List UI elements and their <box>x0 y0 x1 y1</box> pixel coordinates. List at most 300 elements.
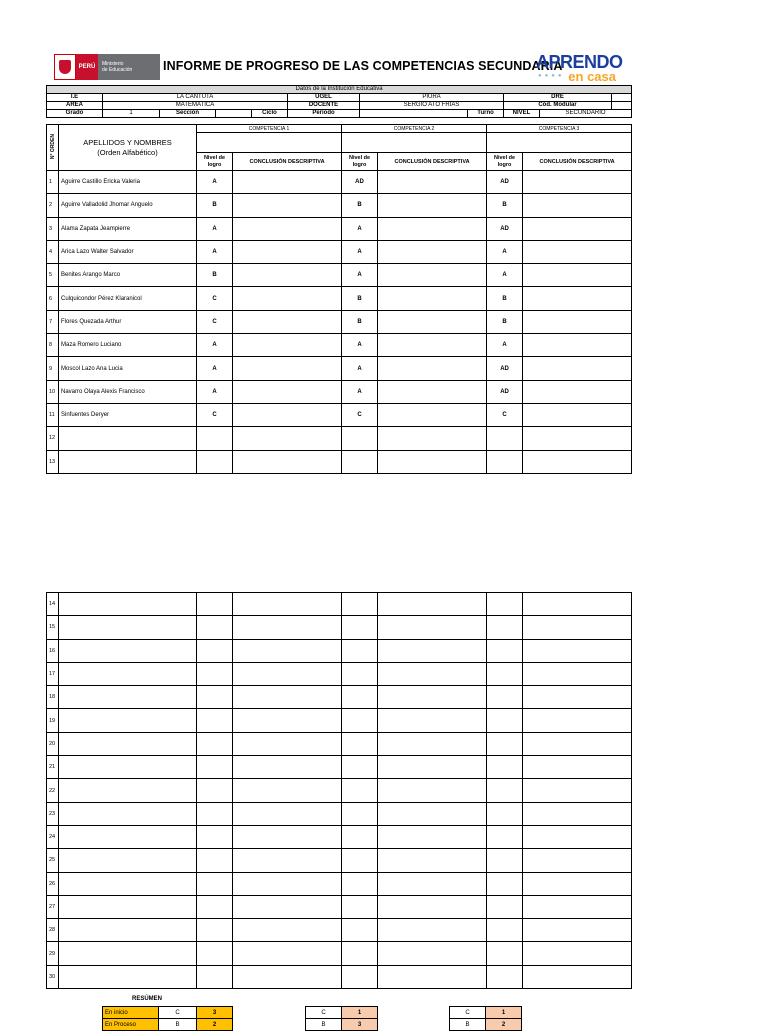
competencia-1-conclusion <box>233 427 342 450</box>
competencia-2-conclusion <box>378 357 487 380</box>
conclusion-cell <box>523 895 632 918</box>
nivel-value: SECUNDARIO <box>540 110 632 118</box>
competencia-3-level <box>487 450 523 473</box>
competencia-1-level: A <box>197 171 233 194</box>
table-row <box>47 872 632 895</box>
competencia-3-conclusion <box>523 264 632 287</box>
resumen-code: C <box>450 1007 486 1019</box>
conclusion-header: CONCLUSIÓN DESCRIPTIVA <box>233 153 342 171</box>
row-number: 13 <box>47 450 59 473</box>
resumen-value: 1 <box>486 1007 522 1019</box>
seccion-value <box>216 110 252 118</box>
row-number: 19 <box>47 709 59 732</box>
institution-info-table: Datos de la Institución Educativa I.E LA CANTUTA UGEL PIURA DRE ÁREA MATEMATICA DOCENTE SERGIO ATO FRIAS Cód. Modular Grado 1 Sección Ciclo Periodo Turno NIVEL SECUNDARIO <box>46 85 632 118</box>
table-row <box>47 427 632 450</box>
conclusion-cell <box>378 639 487 662</box>
competencia-3-conclusion <box>523 357 632 380</box>
resumen-code: B <box>306 1019 342 1031</box>
table-row <box>47 357 632 380</box>
conclusion-cell <box>233 756 342 779</box>
competencia-3-level: B <box>487 310 523 333</box>
resumen-code: B <box>159 1019 197 1031</box>
row-number: 23 <box>47 802 59 825</box>
conclusion-header: CONCLUSIÓN DESCRIPTIVA <box>523 153 632 171</box>
row-number: 22 <box>47 779 59 802</box>
table-row <box>47 310 632 333</box>
competencia-2-level <box>342 450 378 473</box>
gov-country-label: PERÚ <box>76 54 98 80</box>
resumen-table-2 <box>305 1006 378 1031</box>
competencia-2-conclusion <box>378 217 487 240</box>
conclusion-cell <box>378 686 487 709</box>
periodo-value <box>360 110 468 118</box>
student-name: Flores Quezada Arthur <box>59 310 197 333</box>
competencia-3-conclusion <box>523 287 632 310</box>
level-cell <box>487 919 523 942</box>
student-name <box>59 872 197 895</box>
competencia-3-conclusion <box>523 450 632 473</box>
level-cell <box>342 802 378 825</box>
conclusion-cell <box>523 849 632 872</box>
competencia-3-level: B <box>487 287 523 310</box>
grado-value: 1 <box>103 110 160 118</box>
conclusion-cell <box>233 686 342 709</box>
level-cell <box>342 965 378 988</box>
competencia-1-level: A <box>197 357 233 380</box>
conclusion-cell <box>233 895 342 918</box>
level-cell <box>487 872 523 895</box>
level-cell <box>487 593 523 616</box>
competencia-2-conclusion <box>378 240 487 263</box>
conclusion-header: CONCLUSIÓN DESCRIPTIVA <box>378 153 487 171</box>
competencia-2-level: A <box>342 240 378 263</box>
student-name: Moscol Lazo Ana Lucia <box>59 357 197 380</box>
conclusion-cell <box>378 779 487 802</box>
dots-icon: ●●●● <box>538 73 565 79</box>
table-row <box>47 616 632 639</box>
level-cell <box>487 779 523 802</box>
level-cell <box>342 732 378 755</box>
level-cell <box>342 825 378 848</box>
conclusion-cell <box>378 593 487 616</box>
competencia-3-header: COMPETENCIA 3 <box>487 125 632 133</box>
resumen-value: 1 <box>342 1007 378 1019</box>
table-row <box>47 171 632 194</box>
competencia-2-level: B <box>342 310 378 333</box>
level-cell <box>487 849 523 872</box>
conclusion-cell <box>233 639 342 662</box>
conclusion-cell <box>378 825 487 848</box>
student-name <box>59 686 197 709</box>
conclusion-cell <box>523 593 632 616</box>
level-cell <box>487 825 523 848</box>
area-value: MATEMATICA <box>103 102 288 110</box>
competencia-2-level: C <box>342 403 378 426</box>
row-number: 29 <box>47 942 59 965</box>
student-name <box>59 942 197 965</box>
table-row <box>47 895 632 918</box>
info-section-title: Datos de la Institución Educativa <box>47 86 632 94</box>
competencia-3-conclusion <box>523 380 632 403</box>
student-name <box>59 593 197 616</box>
level-cell <box>197 919 233 942</box>
table-row <box>47 450 632 473</box>
level-cell <box>197 825 233 848</box>
resumen-row <box>103 1019 233 1031</box>
table-row <box>47 264 632 287</box>
table-row <box>47 849 632 872</box>
resumen-code: C <box>159 1007 197 1019</box>
level-cell <box>342 639 378 662</box>
resumen-label: En inicio <box>103 1007 159 1019</box>
resumen-code: B <box>450 1019 486 1031</box>
conclusion-cell <box>233 662 342 685</box>
conclusion-cell <box>378 732 487 755</box>
order-number-header: N° ORDEN <box>47 125 59 171</box>
conclusion-cell <box>233 802 342 825</box>
level-cell <box>487 639 523 662</box>
resumen-row <box>450 1007 522 1019</box>
row-number: 25 <box>47 849 59 872</box>
table-row <box>47 709 632 732</box>
conclusion-cell <box>233 616 342 639</box>
competencia-1-conclusion <box>233 194 342 217</box>
level-cell <box>342 709 378 732</box>
competencia-2-level: A <box>342 357 378 380</box>
table-row <box>47 919 632 942</box>
competencia-3-conclusion <box>523 194 632 217</box>
page-title: INFORME DE PROGRESO DE LAS COMPETENCIAS SECUNDARIA <box>163 59 563 73</box>
conclusion-cell <box>378 662 487 685</box>
resumen-label: En Proceso <box>103 1019 159 1031</box>
level-cell <box>342 849 378 872</box>
competencia-1-conclusion <box>233 403 342 426</box>
student-name: Benites Arango Marco <box>59 264 197 287</box>
competencia-2-conclusion <box>378 380 487 403</box>
table-row <box>47 732 632 755</box>
competencia-1-conclusion <box>233 450 342 473</box>
student-name <box>59 919 197 942</box>
student-name <box>59 450 197 473</box>
codmod-value <box>612 102 632 110</box>
level-cell <box>197 662 233 685</box>
conclusion-cell <box>233 942 342 965</box>
row-number: 12 <box>47 427 59 450</box>
student-name: Sinfuentes Deryer <box>59 403 197 426</box>
competencia-2-conclusion <box>378 194 487 217</box>
level-cell <box>487 802 523 825</box>
student-name <box>59 732 197 755</box>
student-name <box>59 639 197 662</box>
competencia-3-level: AD <box>487 171 523 194</box>
level-cell <box>342 872 378 895</box>
level-cell <box>487 662 523 685</box>
table-row <box>47 662 632 685</box>
level-cell <box>197 802 233 825</box>
conclusion-cell <box>523 686 632 709</box>
competencia-1-level: A <box>197 334 233 357</box>
row-number: 4 <box>47 240 59 263</box>
level-cell <box>197 616 233 639</box>
row-number: 24 <box>47 825 59 848</box>
conclusion-cell <box>523 802 632 825</box>
resumen-table-3 <box>449 1006 522 1031</box>
competencia-2-conclusion <box>378 450 487 473</box>
conclusion-cell <box>378 849 487 872</box>
competencia-1-conclusion <box>233 240 342 263</box>
competencia-2-conclusion <box>378 287 487 310</box>
student-name: Maza Romero Luciano <box>59 334 197 357</box>
student-name <box>59 779 197 802</box>
level-cell <box>342 686 378 709</box>
student-name: Aguirre Valladolid Jhomar Anguelo <box>59 194 197 217</box>
student-name <box>59 825 197 848</box>
competencia-1-level: C <box>197 403 233 426</box>
resumen-value: 2 <box>197 1019 233 1031</box>
student-name: Aguirre Castillo Ericka Valeria <box>59 171 197 194</box>
competencia-1-conclusion <box>233 334 342 357</box>
level-cell <box>342 919 378 942</box>
table-row <box>47 686 632 709</box>
resumen-row <box>450 1019 522 1031</box>
student-name <box>59 709 197 732</box>
competencia-1-level: A <box>197 380 233 403</box>
competencia-2-conclusion <box>378 427 487 450</box>
competencia-2-header: COMPETENCIA 2 <box>342 125 487 133</box>
table-row <box>47 965 632 988</box>
peru-shield-icon <box>54 54 76 80</box>
competencia-1-conclusion <box>233 217 342 240</box>
competencia-3-conclusion <box>523 310 632 333</box>
conclusion-cell <box>378 965 487 988</box>
competencia-3-level: C <box>487 403 523 426</box>
conclusion-cell <box>523 919 632 942</box>
level-cell <box>342 662 378 685</box>
conclusion-cell <box>233 919 342 942</box>
row-number: 8 <box>47 334 59 357</box>
conclusion-cell <box>523 965 632 988</box>
row-number: 26 <box>47 872 59 895</box>
competencia-3-conclusion <box>523 240 632 263</box>
level-cell <box>487 709 523 732</box>
student-name: Alama Zapata Jeampierre <box>59 217 197 240</box>
level-cell <box>197 942 233 965</box>
row-number: 10 <box>47 380 59 403</box>
competencia-3-conclusion <box>523 217 632 240</box>
level-cell <box>197 639 233 662</box>
competencia-1-conclusion <box>233 171 342 194</box>
row-number: 11 <box>47 403 59 426</box>
competencia-2-conclusion <box>378 264 487 287</box>
conclusion-cell <box>523 872 632 895</box>
conclusion-cell <box>233 825 342 848</box>
table-row <box>47 802 632 825</box>
conclusion-cell <box>523 709 632 732</box>
table-row <box>47 639 632 662</box>
names-header: APELLIDOS Y NOMBRES (Orden Alfabético) <box>59 125 197 171</box>
competencia-1-conclusion <box>233 287 342 310</box>
row-number: 2 <box>47 194 59 217</box>
resumen-value: 2 <box>486 1019 522 1031</box>
student-name <box>59 756 197 779</box>
level-cell <box>487 942 523 965</box>
resumen-table-1 <box>102 1006 233 1031</box>
competencia-3-level: AD <box>487 217 523 240</box>
row-number: 14 <box>47 593 59 616</box>
competencia-1-level: B <box>197 194 233 217</box>
conclusion-cell <box>378 919 487 942</box>
competencia-3-conclusion <box>523 171 632 194</box>
student-name <box>59 895 197 918</box>
table-row <box>47 403 632 426</box>
level-cell <box>487 686 523 709</box>
table-row <box>47 942 632 965</box>
competencia-1-level <box>197 427 233 450</box>
competencia-2-conclusion <box>378 171 487 194</box>
row-number: 18 <box>47 686 59 709</box>
conclusion-cell <box>378 616 487 639</box>
competencia-3-conclusion <box>523 334 632 357</box>
level-cell <box>197 965 233 988</box>
conclusion-cell <box>378 895 487 918</box>
competencia-1-level: A <box>197 240 233 263</box>
conclusion-cell <box>378 872 487 895</box>
competencia-1-level: B <box>197 264 233 287</box>
level-cell <box>342 942 378 965</box>
competencia-3-conclusion <box>523 403 632 426</box>
ugel-value: PIURA <box>360 94 504 102</box>
competencia-3-level: AD <box>487 357 523 380</box>
resumen-value: 3 <box>342 1019 378 1031</box>
resumen-title: RESÚMEN <box>132 996 163 1002</box>
student-name <box>59 849 197 872</box>
competencia-1-level: A <box>197 217 233 240</box>
student-name <box>59 616 197 639</box>
row-number: 9 <box>47 357 59 380</box>
row-number: 28 <box>47 919 59 942</box>
competencia-1-level: C <box>197 287 233 310</box>
competencia-1-level: C <box>197 310 233 333</box>
table-row <box>47 779 632 802</box>
student-name <box>59 427 197 450</box>
level-cell <box>342 616 378 639</box>
level-cell <box>197 686 233 709</box>
competencia-1-conclusion <box>233 380 342 403</box>
students-table <box>46 124 632 474</box>
level-cell <box>342 593 378 616</box>
competencia-2-level: B <box>342 194 378 217</box>
conclusion-cell <box>523 756 632 779</box>
nivel-logro-header: Nivel de logro <box>197 153 233 171</box>
conclusion-cell <box>233 732 342 755</box>
minedu-logo <box>54 54 160 80</box>
table-row <box>47 593 632 616</box>
table-row <box>47 756 632 779</box>
student-name <box>59 662 197 685</box>
conclusion-cell <box>523 779 632 802</box>
competencia-2-level <box>342 427 378 450</box>
dre-value <box>612 94 632 102</box>
conclusion-cell <box>233 593 342 616</box>
competencia-1-conclusion <box>233 357 342 380</box>
level-cell <box>487 895 523 918</box>
conclusion-cell <box>523 662 632 685</box>
competencia-3-level: B <box>487 194 523 217</box>
competencia-3-level: A <box>487 240 523 263</box>
row-number: 27 <box>47 895 59 918</box>
row-number: 20 <box>47 732 59 755</box>
gov-ministry-label: Ministerio de Educación <box>98 54 160 80</box>
student-name <box>59 965 197 988</box>
resumen-code: C <box>306 1007 342 1019</box>
level-cell <box>342 895 378 918</box>
level-cell <box>197 732 233 755</box>
level-cell <box>487 616 523 639</box>
student-name: Culquicondor Pérez Klaranicol <box>59 287 197 310</box>
conclusion-cell <box>233 779 342 802</box>
conclusion-cell <box>233 849 342 872</box>
conclusion-cell <box>523 639 632 662</box>
level-cell <box>197 895 233 918</box>
level-cell <box>342 756 378 779</box>
competencia-1-level <box>197 450 233 473</box>
resumen-row <box>306 1007 378 1019</box>
student-name: Navarro Olaya Alexis Francisco <box>59 380 197 403</box>
competencia-3-level <box>487 427 523 450</box>
level-cell <box>197 779 233 802</box>
ie-value: LA CANTUTA <box>103 94 288 102</box>
table-row <box>47 194 632 217</box>
competencia-2-level: A <box>342 217 378 240</box>
conclusion-cell <box>523 732 632 755</box>
resumen-row <box>306 1019 378 1031</box>
table-row <box>47 380 632 403</box>
competencia-2-conclusion <box>378 403 487 426</box>
students-table-continued <box>46 592 632 989</box>
competencia-1-conclusion <box>233 264 342 287</box>
competencia-2-level: B <box>342 287 378 310</box>
level-cell <box>197 709 233 732</box>
student-name <box>59 802 197 825</box>
competencia-2-level: A <box>342 334 378 357</box>
row-number: 17 <box>47 662 59 685</box>
conclusion-cell <box>523 616 632 639</box>
level-cell <box>487 965 523 988</box>
row-number: 16 <box>47 639 59 662</box>
table-row <box>47 334 632 357</box>
conclusion-cell <box>233 709 342 732</box>
conclusion-cell <box>378 756 487 779</box>
student-name: Arica Lazo Walter Salvador <box>59 240 197 263</box>
level-cell <box>487 756 523 779</box>
competencia-2-level: A <box>342 264 378 287</box>
nivel-logro-header: Nivel de logro <box>487 153 523 171</box>
level-cell <box>197 849 233 872</box>
level-cell <box>197 593 233 616</box>
conclusion-cell <box>233 872 342 895</box>
competencia-3-level: AD <box>487 380 523 403</box>
row-number: 7 <box>47 310 59 333</box>
row-number: 3 <box>47 217 59 240</box>
resumen-value: 3 <box>197 1007 233 1019</box>
docente-value: SERGIO ATO FRIAS <box>360 102 504 110</box>
conclusion-cell <box>378 709 487 732</box>
row-number: 21 <box>47 756 59 779</box>
row-number: 5 <box>47 264 59 287</box>
conclusion-cell <box>378 802 487 825</box>
conclusion-cell <box>523 942 632 965</box>
competencia-1-conclusion <box>233 310 342 333</box>
